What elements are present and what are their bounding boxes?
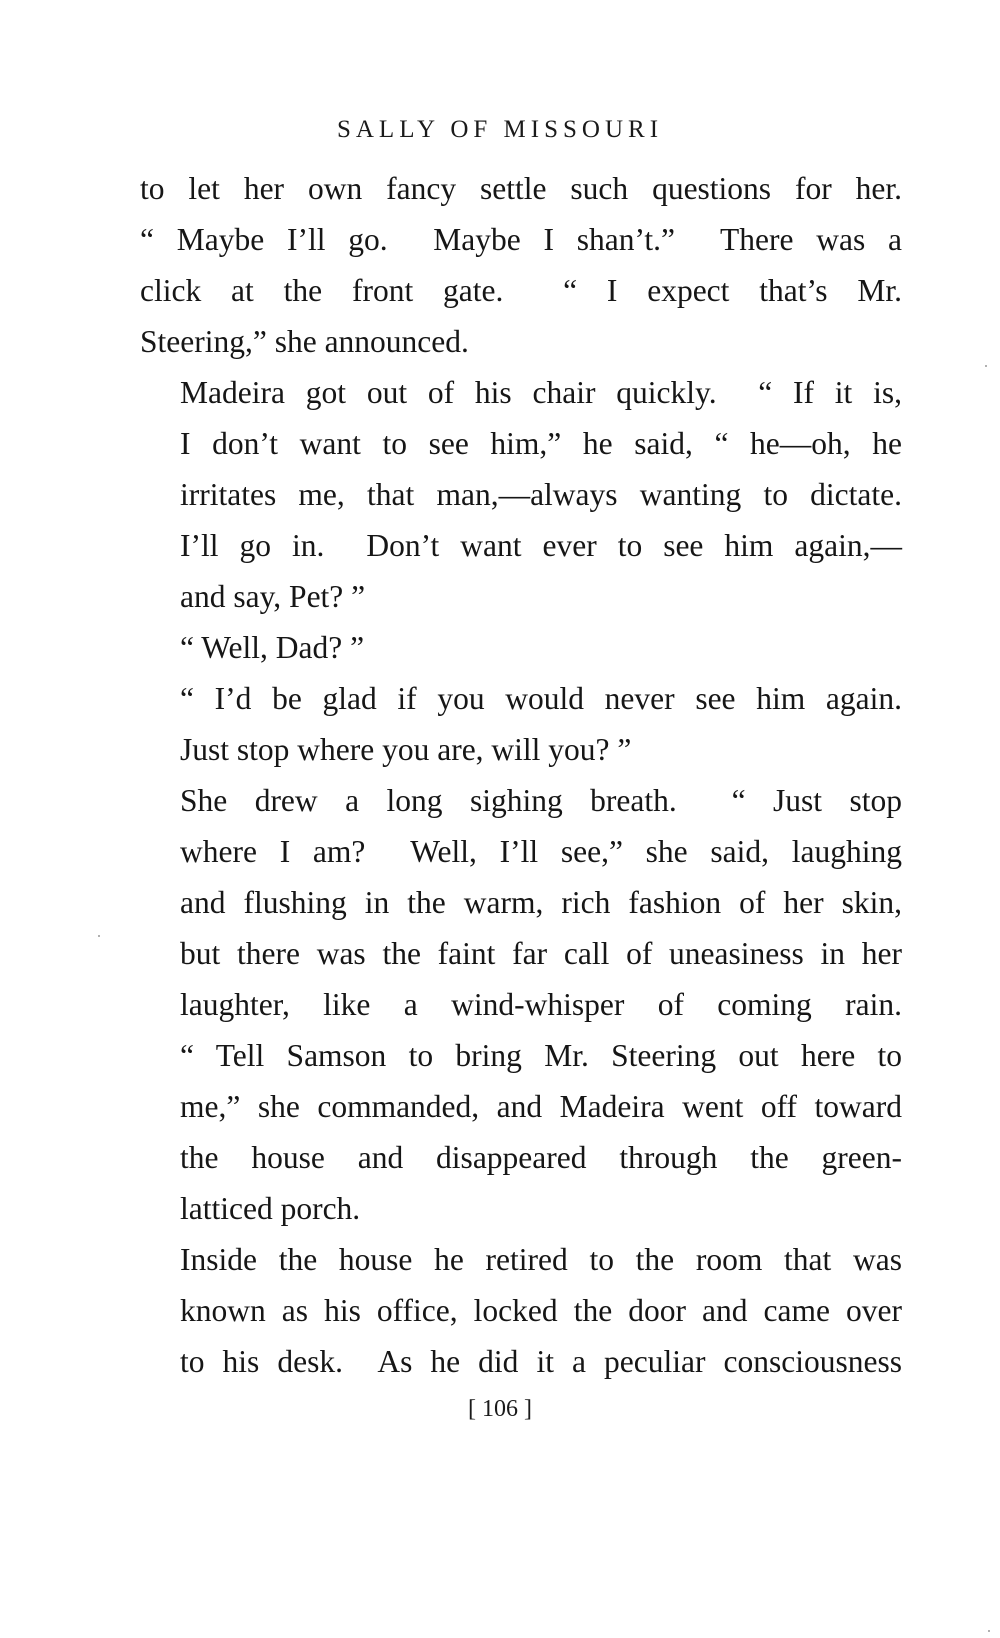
scan-speck <box>98 935 100 937</box>
text-line: the house and disappeared through the green- <box>180 1140 902 1175</box>
paragraph <box>140 1234 902 1387</box>
text-line: and say, Pet? ” <box>180 579 366 614</box>
paragraph <box>140 163 902 367</box>
text-line: me,” she commanded, and Madeira went off toward <box>180 1089 902 1124</box>
text-line: to let her own fancy settle such questions for her. <box>140 171 902 206</box>
text-line: Madeira got out of his chair quickly. “ If it is, <box>180 375 902 410</box>
text-line: to his desk. As he did it a peculiar consciousness <box>180 1344 902 1379</box>
text-line: I don’t want to see him,” he said, “ he—oh, he <box>180 426 902 461</box>
text-line: “ Well, Dad? ” <box>180 630 365 665</box>
text-line: where I am? Well, I’ll see,” she said, laughing <box>180 834 902 869</box>
text-line: She drew a long sighing breath. “ Just stop <box>180 783 902 818</box>
text-line: “ I’d be glad if you would never see him again. <box>180 681 902 716</box>
scan-speck <box>985 365 987 367</box>
text-line: known as his office, locked the door and came over <box>180 1293 902 1328</box>
paragraph <box>140 673 902 775</box>
text-line: latticed porch. <box>180 1191 361 1226</box>
text-line: I’ll go in. Don’t want ever to see him again,— <box>180 528 902 563</box>
running-head: SALLY OF MISSOURI <box>336 116 664 143</box>
text-line: and flushing in the warm, rich fashion of her skin, <box>180 885 902 920</box>
text-line: irritates me, that man,—always wanting to dictate. <box>180 477 902 512</box>
text-line: Steering,” she announced. <box>140 324 469 359</box>
text-line: click at the front gate. “ I expect that’s Mr. <box>140 273 902 308</box>
body-text <box>140 163 902 1387</box>
paragraph <box>140 775 902 1234</box>
page-number: [ 106 ] <box>468 1396 532 1422</box>
text-line: “ Maybe I’ll go. Maybe I shan’t.” There was a <box>140 222 902 257</box>
paragraph <box>140 367 902 622</box>
text-line: but there was the faint far call of uneasiness in her <box>180 936 902 971</box>
paragraph <box>140 622 902 673</box>
text-line: laughter, like a wind-whisper of coming rain. <box>180 987 902 1022</box>
text-line: Just stop where you are, will you? ” <box>180 732 632 767</box>
text-line: “ Tell Samson to bring Mr. Steering out here to <box>180 1038 902 1073</box>
scan-speck <box>988 1630 990 1632</box>
text-line: Inside the house he retired to the room that was <box>180 1242 902 1277</box>
